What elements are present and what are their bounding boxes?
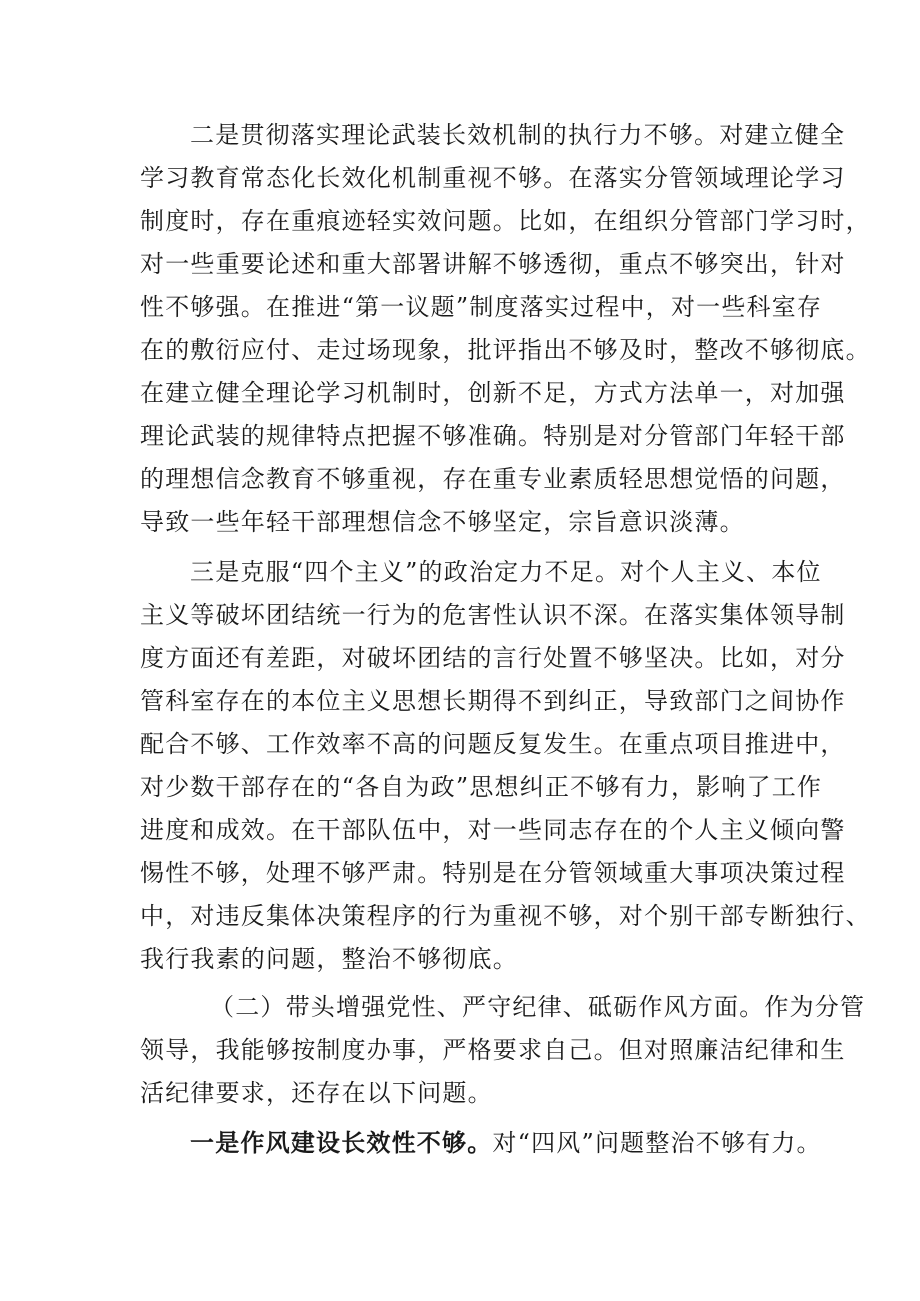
paragraph-1-line-7: 在建立健全理论学习机制时，创新不足，方式方法单一，对加强 — [140, 379, 846, 407]
paragraph-3-line-2: 领导，我能够按制度办事，严格要求自己。但对照廉洁纪律和生 — [140, 1036, 846, 1064]
paragraph-2-line-6: 对少数干部存在的“各自为政”思想纠正不够有力，影响了工作 — [140, 773, 823, 801]
paragraph-2-line-3: 度方面还有差距，对破坏团结的言行处置不够坚决。比如，对分 — [140, 644, 846, 672]
paragraph-2-line-10: 我行我素的问题，整治不够彻底。 — [140, 945, 518, 973]
paragraph-1-line-5: 性不够强。在推进“第一议题”制度落实过程中，对一些科室存 — [140, 293, 823, 321]
paragraph-1-line-6: 在的敷衍应付、走过场现象，批评指出不够及时，整改不够彻底。 — [140, 336, 871, 364]
paragraph-1-line-10: 导致一些年轻干部理想信念不够坚定，宗旨意识淡薄。 — [140, 508, 745, 536]
paragraph-2-line-8: 惕性不够，处理不够严肃。特别是在分管领域重大事项决策过程 — [140, 859, 846, 887]
paragraph-1-line-2: 学习教育常态化长效化机制重视不够。在落实分管领域理论学习 — [140, 164, 846, 192]
paragraph-2-line-4: 管科室存在的本位主义思想长期得不到纠正，导致部门之间协作 — [140, 687, 846, 715]
paragraph-1-line-4: 对一些重要论述和重大部署讲解不够透彻，重点不够突出，针对 — [140, 250, 846, 278]
paragraph-4-bold-lead: 一是作风建设长效性不够。 — [190, 1129, 493, 1157]
paragraph-2-line-9: 中，对违反集体决策程序的行为重视不够，对个别干部专断独行、 — [140, 902, 871, 930]
paragraph-1-line-8: 理论武装的规律特点把握不够准确。特别是对分管部门年轻干部 — [140, 422, 846, 450]
paragraph-1-line-1: 二是贯彻落实理论武装长效机制的执行力不够。对建立健全 — [190, 121, 846, 149]
paragraph-4-rest: 对“四风”问题整治不够有力。 — [492, 1129, 822, 1157]
paragraph-3-line-1: （二）带头增强党性、严守纪律、砥砺作风方面。作为分管 — [210, 993, 866, 1021]
paragraph-1-line-3: 制度时，存在重痕迹轻实效问题。比如，在组织分管部门学习时， — [140, 207, 871, 235]
paragraph-2-line-7: 进度和成效。在干部队伍中，对一些同志存在的个人主义倾向警 — [140, 816, 846, 844]
paragraph-4-line-1 — [190, 1126, 822, 1160]
paragraph-2-line-2: 主义等破坏团结统一行为的危害性认识不深。在落实集体领导制 — [140, 601, 846, 629]
paragraph-2-line-1: 三是克服“四个主义”的政治定力不足。对个人主义、本位 — [190, 558, 822, 586]
paragraph-2-line-5: 配合不够、工作效率不高的问题反复发生。在重点项目推进中， — [140, 730, 846, 758]
paragraph-3-line-3: 活纪律要求，还存在以下问题。 — [140, 1079, 493, 1107]
paragraph-1-line-9: 的理想信念教育不够重视，存在重专业素质轻思想觉悟的问题， — [140, 465, 846, 493]
